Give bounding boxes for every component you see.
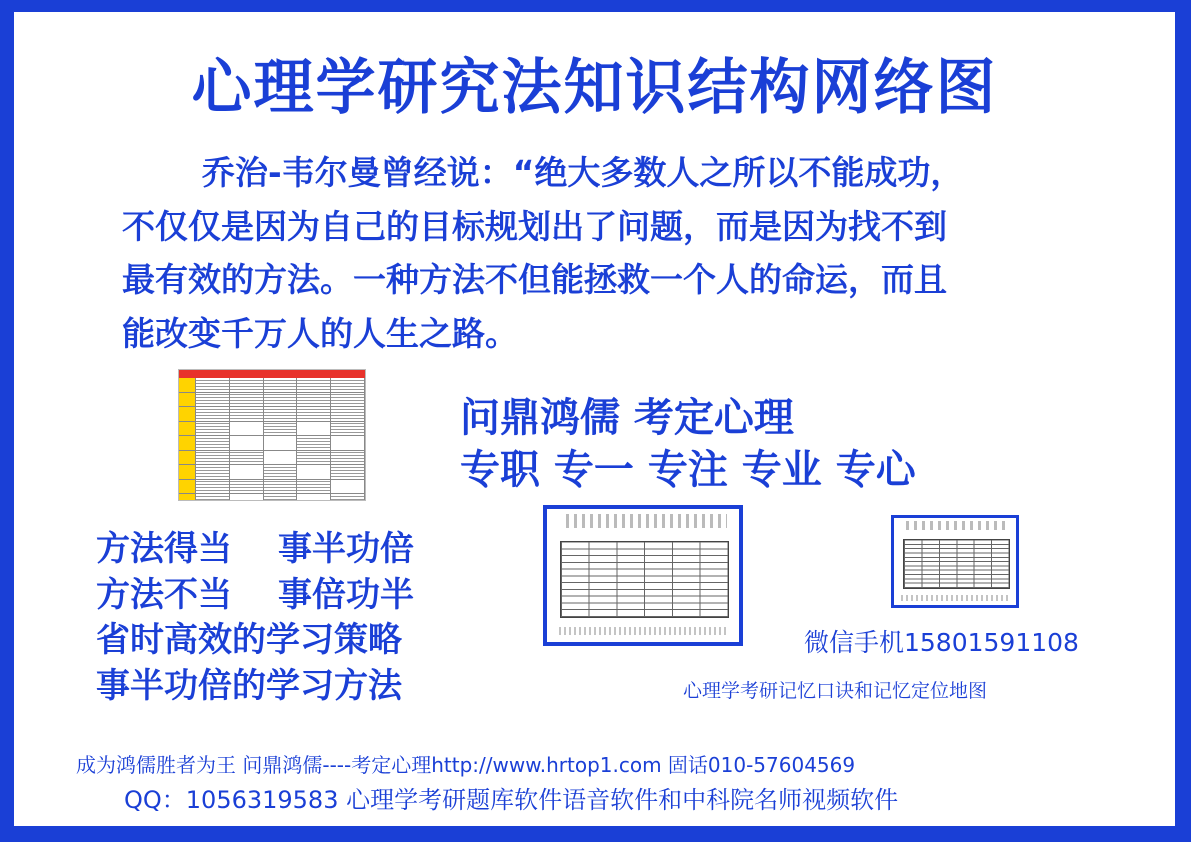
method-line — [96, 527, 414, 573]
footer-qq-line: QQ：1056319583 心理学考研题库软件语音软件和中科院名师视频软件 — [124, 786, 899, 814]
slogan-line: 问鼎鸿儒 考定心理 — [460, 395, 794, 441]
worksheet-thumbnail-small — [891, 515, 1019, 608]
poster — [14, 12, 1175, 826]
wechat-phone: 微信手机15801591108 — [804, 628, 1079, 657]
quote-line: 乔治-韦尔曼曾经说：“绝大多数人之所以不能成功， — [202, 153, 964, 192]
worksheet-thumbnail-large — [543, 505, 743, 646]
method-phrase: 事倍功半 — [278, 574, 414, 615]
method-phrase: 方法得当 — [96, 529, 232, 569]
table-thumbnail-header — [179, 370, 365, 378]
quote-line: 最有效的方法。一种方法不但能拯救一个人的命运，而且 — [122, 260, 947, 299]
footer-contact-line: 成为鸿儒胜者为王 问鼎鸿儒----考定心理http://www.hrtop1.com 固话010-57604569 — [76, 753, 856, 777]
method-line: 省时高效的学习策略 — [96, 620, 402, 660]
table-thumbnail-image — [178, 369, 366, 501]
method-line: 事半功倍的学习方法 — [96, 665, 402, 706]
method-phrase: 事半功倍 — [278, 529, 414, 569]
method-line — [96, 573, 414, 619]
poster-title: 心理学研究法知识结构网络图 — [191, 53, 998, 123]
method-phrase: 方法不当 — [96, 574, 232, 615]
quote-line: 不仅仅是因为自己的目标规划出了问题，而是因为找不到 — [122, 206, 947, 246]
slogan-block — [460, 392, 916, 496]
map-caption: 心理学考研记忆口诀和记忆定位地图 — [683, 680, 988, 702]
quote-line: 能改变千万人的人生之路。 — [122, 313, 518, 353]
slogan-line: 专职 专一 专注 专业 专心 — [460, 447, 916, 493]
quote-block — [122, 146, 1102, 360]
method-block — [96, 527, 414, 709]
